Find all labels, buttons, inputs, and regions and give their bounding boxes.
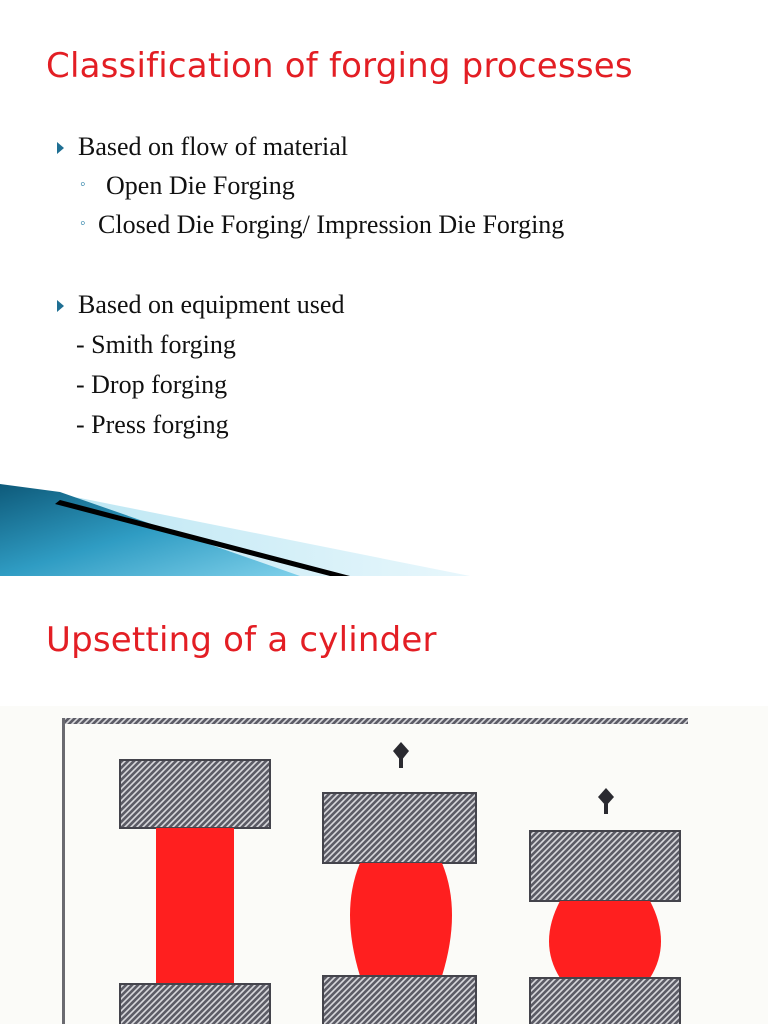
- bullet-equipment-used: Based on equipment used: [78, 290, 345, 319]
- slide-title: Upsetting of a cylinder: [46, 620, 437, 660]
- item-smith-forging: - Smith forging: [76, 330, 236, 359]
- sub-item-closed-die: Closed Die Forging/ Impression Die Forging: [98, 210, 565, 239]
- slide-upsetting: [0, 576, 768, 1024]
- upsetting-diagram: [0, 706, 768, 1024]
- lower-die: [323, 976, 476, 1024]
- workpiece-bulged: [350, 863, 452, 976]
- lower-die: [120, 984, 270, 1024]
- upper-die: [120, 760, 270, 828]
- upper-die: [530, 831, 680, 901]
- bullet-arrow-icon: [57, 300, 64, 312]
- decorative-swoosh: [0, 470, 470, 576]
- item-press-forging: - Press forging: [76, 410, 229, 439]
- sub-item-open-die: Open Die Forging: [106, 171, 295, 200]
- lower-die: [530, 978, 680, 1024]
- bullet-flow-of-material: Based on flow of material: [78, 132, 349, 161]
- frame-left-border: [62, 718, 65, 1024]
- slide-title: Classification of forging processes: [46, 46, 633, 86]
- item-drop-forging: - Drop forging: [76, 370, 228, 399]
- workpiece-flattened: [549, 901, 661, 978]
- sub-bullet-circle-icon: ◦: [80, 215, 86, 232]
- workpiece-cylinder: [156, 828, 234, 984]
- sub-bullet-circle-icon: ◦: [80, 176, 86, 193]
- bullet-arrow-icon: [57, 142, 64, 154]
- upper-die: [323, 793, 476, 863]
- frame-top-border: [62, 718, 688, 724]
